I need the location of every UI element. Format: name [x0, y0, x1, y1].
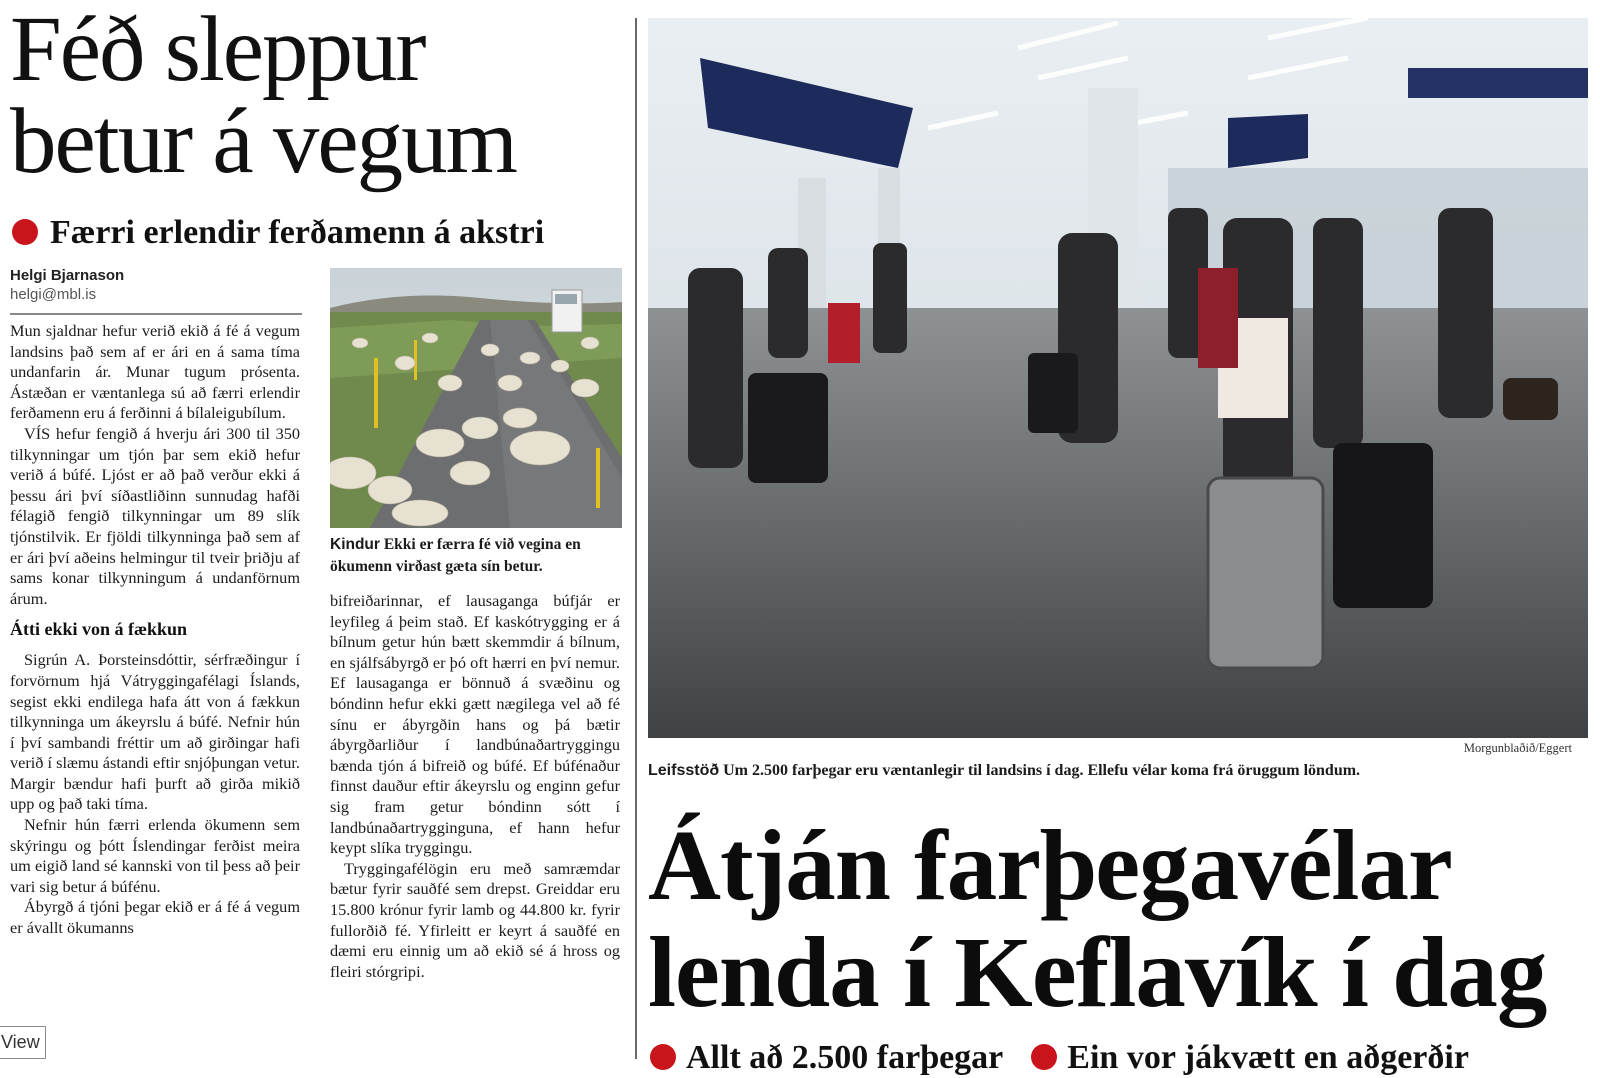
- paragraph: Sigrún A. Þorsteinsdóttir, sérfræðingur í forvörnum hjá Vátryggingafélagi Íslands, segist ekki endilega hafa átt von á fækkun tilkynninga um ákeyrslu á búfé. Nefnir hún í því sambandi fréttir um að girðingar hafi verið í slæmu ástandi eftir snjóþungan vetur. Margir bændur hafi þurft að girða mikið upp og það taki tíma.: [10, 650, 300, 814]
- byline-divider: [10, 313, 302, 315]
- byline-author: Helgi Bjarnason: [10, 267, 125, 284]
- photo-caption-airport: [648, 760, 1593, 782]
- subheadline-sheep: [12, 213, 612, 253]
- headline-flights: [648, 809, 1593, 1028]
- subheadline-flights-b: Ein vor jákvætt en aðgerðir: [1067, 1039, 1469, 1076]
- headline-sheep-line2: betur á vegum: [10, 90, 516, 193]
- article-subhead: Átti ekki von á fækkun: [10, 619, 188, 640]
- paragraph: Tryggingafélögin eru með samræmdar bætur fyrir sauðfé sem drepst. Greiddar eru 15.800 krónur fyrir lamb og 44.800 kr. fyrir fullorðið fé. Yfirleitt er keyrt á sauðfé en dæmi eru einnig um að ekið sé á hross og fleiri stórgripi.: [330, 858, 620, 981]
- caption-label: Leifsstöð: [648, 762, 720, 779]
- byline: [10, 266, 300, 304]
- headline-flights-line2: lenda í Keflavík í dag: [648, 916, 1547, 1028]
- paragraph: Ábyrgð á tjóni þegar ekið er á fé á vegum er ávallt ökumanns: [10, 897, 300, 938]
- subheadline-sheep-text: Færri erlendir ferðamenn á akstri: [50, 214, 545, 251]
- caption-label: Kindur: [330, 536, 380, 553]
- byline-email[interactable]: helgi@mbl.is: [10, 286, 97, 303]
- paragraph: bifreiðarinnar, ef lausaganga búfjár er leyfileg á þeim stað. Ef kaskótrygging er á bílnum getur hún bætt skemmdir á bílnum, en sjálfsábyrgð er þó oft hærri en því nemur. Ef lausaganga er bönnuð á svæðinu og bóndinn hefur ekki gætt nægilega vel að fé sínu er ábyrgðin hans og þá bætir ábyrgðarliður í landbúnaðartryggingu bænda tjón á bifreið og búfé. Ef búfénaður finnst dauður eftir ákeyrslu og enginn gefur sig fram getur bóndinn sótt í landbúnaðartrygginguna, ef hann hefur keypt slíka tryggingu.: [330, 591, 620, 858]
- caption-text: Ekki er færra fé við vegina en ökumenn virðast gæta sín betur.: [330, 536, 581, 575]
- red-bullet-icon: [650, 1044, 676, 1070]
- subheadline-flights-a: Allt að 2.500 farþegar: [686, 1039, 1004, 1076]
- red-bullet-icon: [1031, 1044, 1057, 1070]
- airport-terminal-image: [648, 18, 1588, 738]
- sheep-road-photo: [330, 268, 622, 528]
- photo-credit: Morgunblaðið/Eggert: [1463, 741, 1572, 755]
- paragraph: VÍS hefur fengið á hverju ári 300 til 350 tilkynningar um tjón þar sem ekið hefur verið á búfé. Ljóst er að það verður ekki á þessu ári því síðastliðinn sunnudag hafði félagið fengið tilkynningar um 89 slík tjónstilvik. Er fjöldi tilkynninga það sem af er ári því aðeins helmingur til tveir þriðju af sams konar tilkynningum á undanförnum árum.: [10, 423, 300, 608]
- view-button[interactable]: View: [0, 1026, 46, 1059]
- photo-caption-sheep: [330, 534, 622, 578]
- article-column-1: [10, 321, 300, 1059]
- headline-sheep: [10, 0, 610, 193]
- article-column-2: [330, 591, 620, 1059]
- subheadline-flights: [650, 1038, 1595, 1078]
- paragraph: Nefnir hún færri erlenda ökumenn sem skýringu og þótt Íslendingar ferðist meira um eigið land sé kannski von til þess að þeir vari sig betur á búfénu.: [10, 815, 300, 896]
- airport-terminal-photo: [648, 18, 1588, 738]
- red-bullet-icon: [12, 219, 38, 245]
- headline-sheep-line1: Féð sleppur: [10, 0, 425, 101]
- caption-text: Um 2.500 farþegar eru væntanlegir til landsins í dag. Ellefu vélar koma frá öruggum löndum.: [723, 762, 1361, 779]
- paragraph: Mun sjaldnar hefur verið ekið á fé á vegum landsins það sem af er ári en á sama tíma undanfarin ár. Munar tugum prósenta. Ástæðan er væntanlega sú að færri erlendir ferðamenn eru á ferðinni á bílaleigubílum.: [10, 321, 300, 423]
- sheep-road-image: [330, 268, 622, 528]
- column-divider: [635, 18, 637, 1059]
- headline-flights-line1: Átján farþegavélar: [648, 809, 1452, 921]
